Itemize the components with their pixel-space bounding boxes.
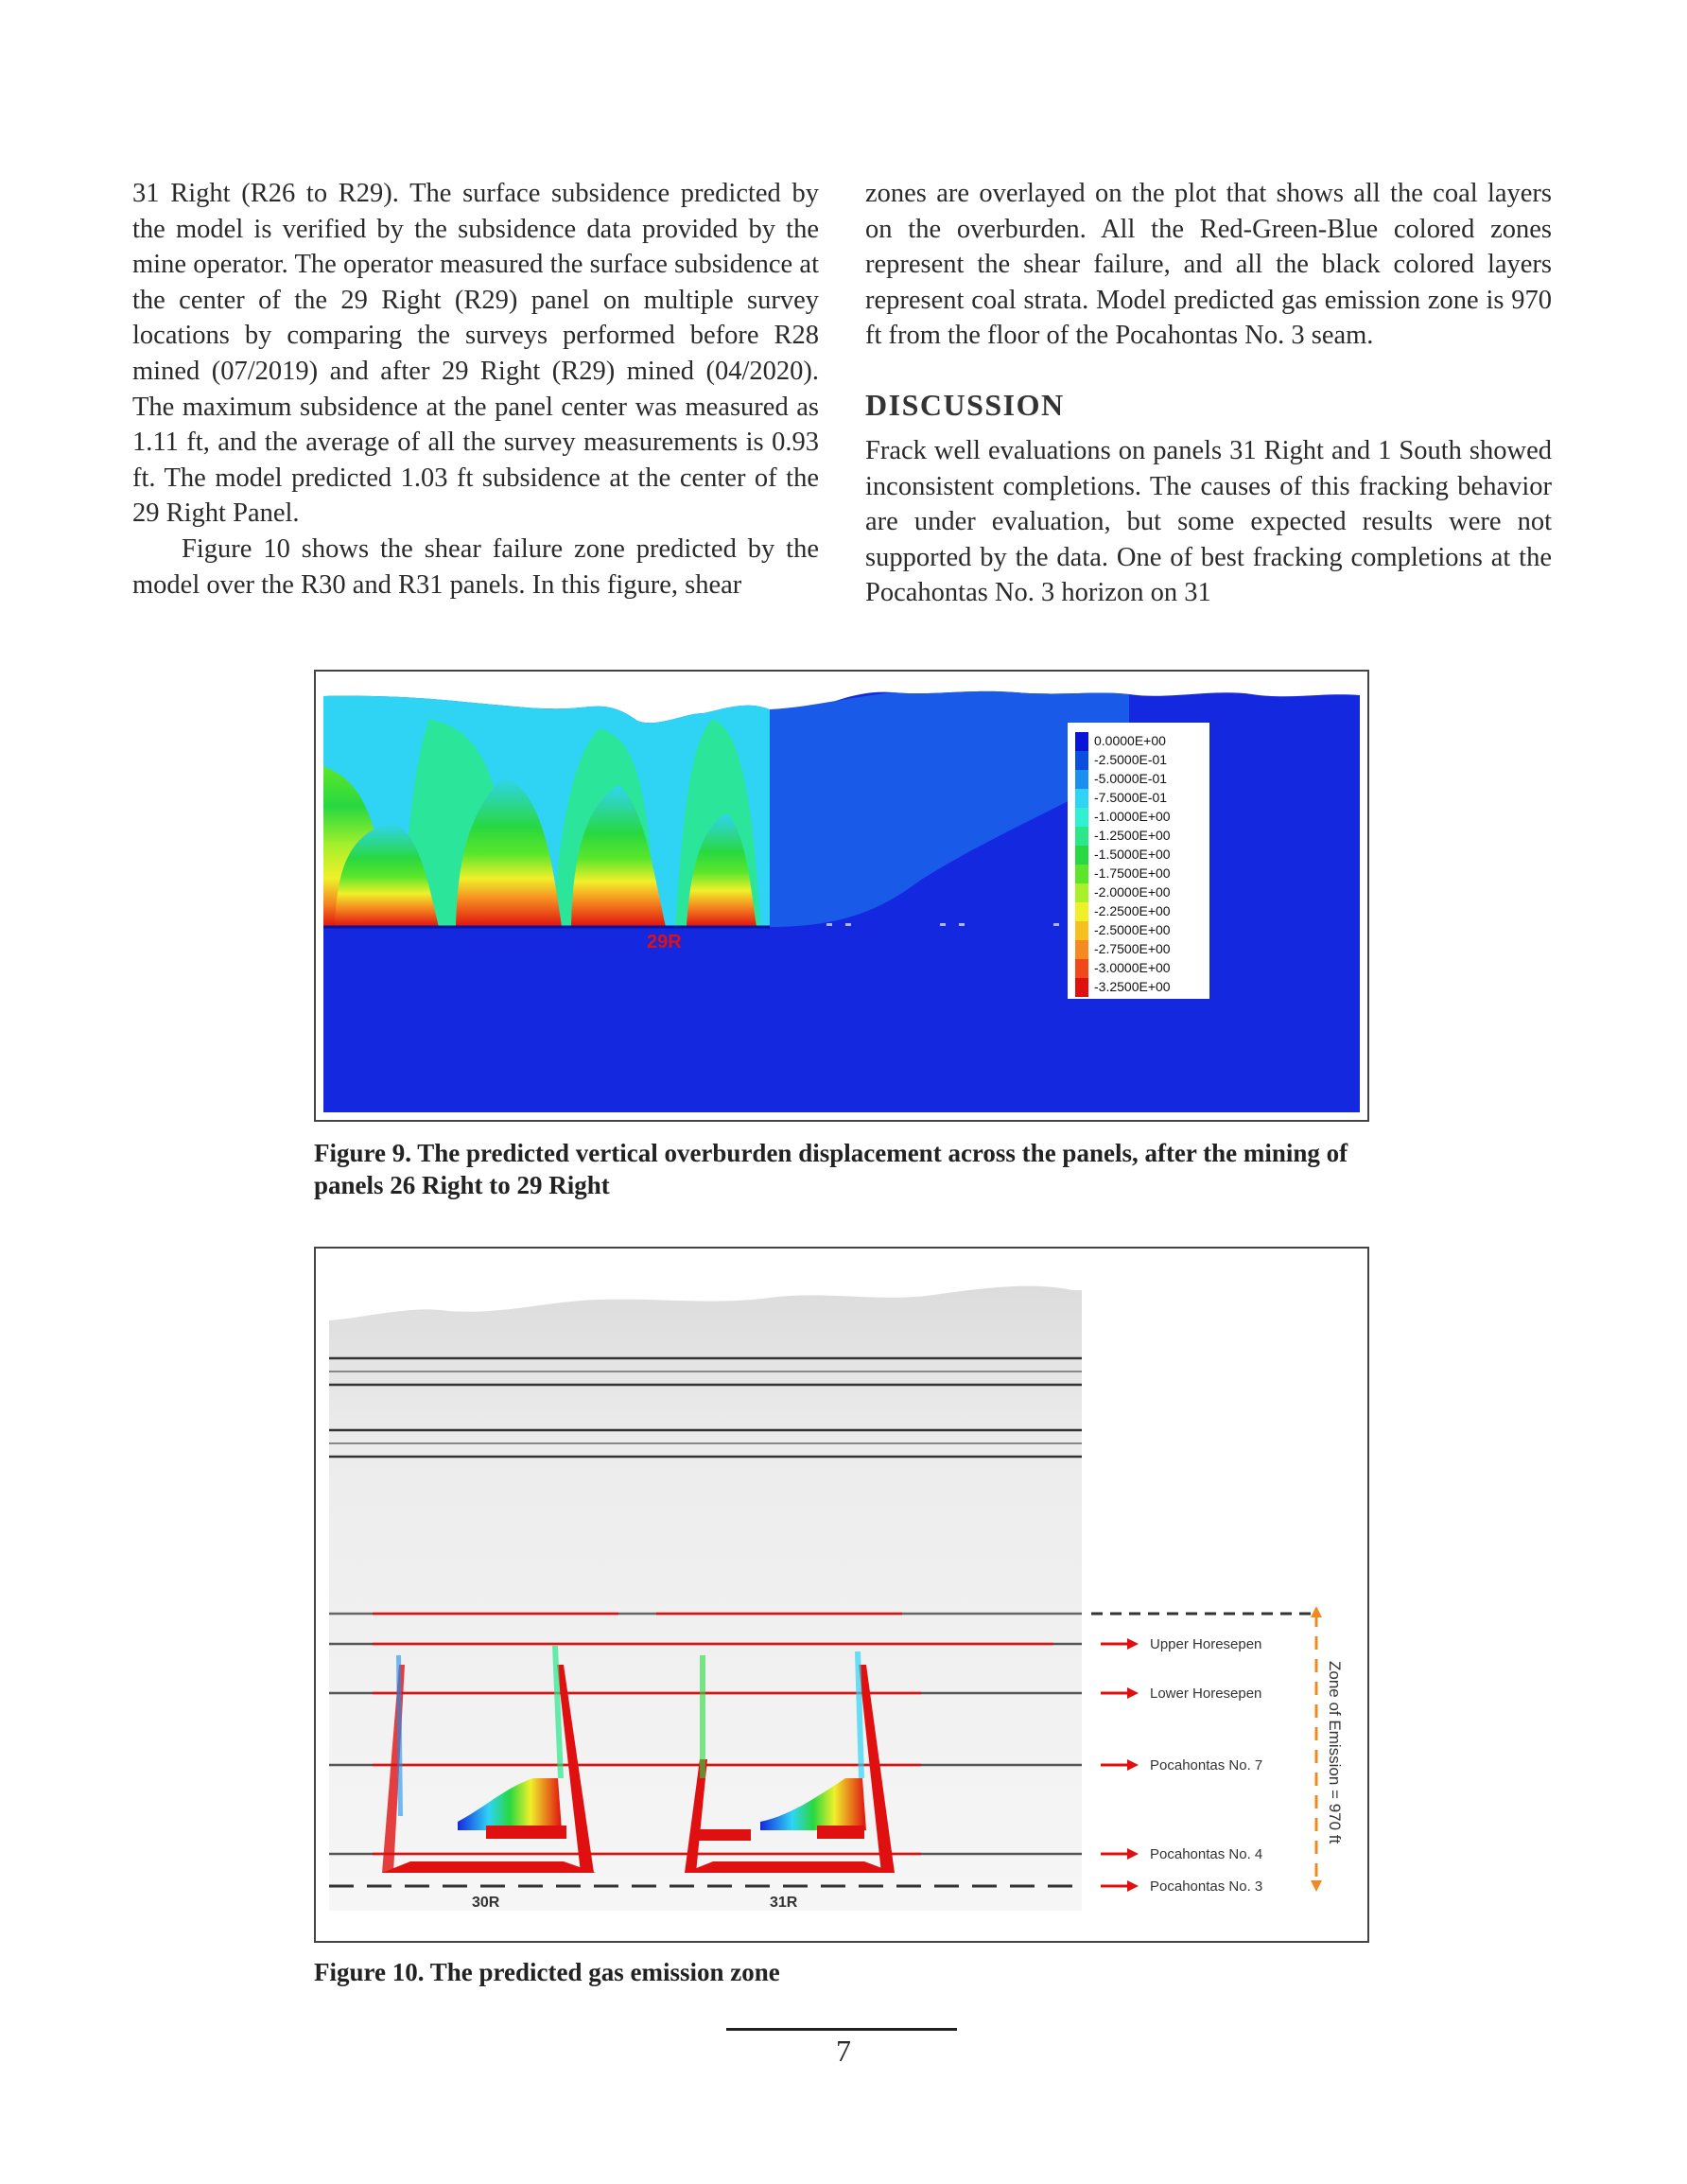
seam-label-group [1101, 1636, 1262, 1895]
legend-swatch [1075, 808, 1088, 827]
legend-swatch [1075, 770, 1088, 789]
seam-label: Pocahontas No. 7 [1150, 1757, 1263, 1773]
figure-10-caption: Figure 10. The predicted gas emission zone [314, 1958, 780, 1986]
legend-value: -1.2500E+00 [1094, 828, 1171, 843]
legend-value: -2.0000E+00 [1094, 884, 1171, 900]
legend-value: -5.0000E-01 [1094, 771, 1168, 786]
color-legend [1068, 723, 1209, 999]
legend-swatch [1075, 789, 1088, 808]
footer-rule [726, 2028, 957, 2031]
seam-label: Pocahontas No. 3 [1150, 1878, 1263, 1895]
left-text-column [132, 176, 819, 603]
zone-bottom-arrow-icon [1311, 1880, 1322, 1892]
arrow-right-icon [1127, 1759, 1139, 1771]
legend-swatch [1075, 883, 1088, 902]
figure-9-displacement-plot [314, 670, 1369, 1122]
seam-label: Lower Horesepen [1150, 1686, 1262, 1702]
legend-swatch [1075, 751, 1088, 770]
arrow-right-icon [1127, 1848, 1139, 1860]
page-number: 7 [836, 2034, 851, 2068]
legend-value: -1.0000E+00 [1094, 809, 1171, 824]
legend-value: 0.0000E+00 [1094, 733, 1166, 748]
legend-swatch [1075, 827, 1088, 846]
arrow-right-icon [1127, 1880, 1139, 1892]
legend-value: -7.5000E-01 [1094, 790, 1168, 805]
legend-swatch [1075, 959, 1088, 978]
legend-swatch [1075, 978, 1088, 997]
zone-of-emission-label: Zone of Emission = 970 ft [1326, 1661, 1344, 1844]
legend-swatch [1075, 921, 1088, 940]
panel-label-31r: 31R [770, 1895, 798, 1911]
legend-value: -3.2500E+00 [1094, 979, 1171, 994]
legend-value: -1.5000E+00 [1094, 847, 1171, 862]
figure-10-graphic [316, 1249, 1367, 1941]
panel-label-29r: 29R [647, 932, 682, 952]
legend-swatch [1075, 846, 1088, 865]
right-text-column [865, 176, 1552, 611]
seam-label: Pocahontas No. 4 [1150, 1846, 1263, 1862]
legend-value: -2.5000E-01 [1094, 752, 1168, 767]
figure-10-emission-zone [314, 1247, 1369, 1943]
legend-value: -1.7500E+00 [1094, 865, 1171, 881]
discussion-heading: DISCUSSION [865, 387, 1065, 422]
arrow-right-icon [1127, 1687, 1139, 1699]
right-paragraph-1: zones are overlayed on the plot that shows all the coal layers on the overburden. All the Red-Green-Blue colored zones represent the shear failure, and all the black colored layers represent coal strata. Model predicted gas emission zone is 970 ft from the floor of the Pocahontas No. 3 seam. [865, 179, 1552, 351]
legend-swatch [1075, 732, 1088, 751]
figure-9-graphic [316, 672, 1367, 1120]
legend-value: -2.5000E+00 [1094, 922, 1171, 937]
seam-label: Upper Horesepen [1150, 1636, 1262, 1652]
panel-label-30r: 30R [472, 1895, 500, 1911]
zone-top-arrow-icon [1311, 1606, 1322, 1617]
right-paragraph-2: Frack well evaluations on panels 31 Right and 1 South showed inconsistent completions. The causes of this fracking behavior are under evaluation, but some expected results were not supported by the data. One of best fracking completions at the Pocahontas No. 3 horizon on 31 [865, 435, 1552, 608]
legend-swatch [1075, 902, 1088, 921]
legend-swatch [1075, 940, 1088, 959]
legend-value: -2.7500E+00 [1094, 941, 1171, 956]
left-paragraph-1: 31 Right (R26 to R29). The surface subsidence predicted by the model is verified by the subsidence data provided by the mine operator. The operator measured the surface subsidence at the center of the 29 Right (R29) panel on multiple survey locations by comparing the surveys performed before R28 mined (07/2019) and after 29 Right (R29) mined (04/2020). The maximum subsidence at the panel center was measured as 1.11 ft, and the average of all the survey measurements is 0.93 ft. The model predicted 1.03 ft subsidence at the center of the 29 Right Panel. [132, 179, 819, 529]
arrow-right-icon [1127, 1638, 1139, 1650]
figure-9-caption: Figure 9. The predicted vertical overburden displacement across the panels, after the mining of panels 26 Right to 29 Right [314, 1139, 1348, 1199]
legend-swatch [1075, 865, 1088, 883]
legend-value: -3.0000E+00 [1094, 960, 1171, 975]
legend-value: -2.2500E+00 [1094, 903, 1171, 918]
left-paragraph-2: Figure 10 shows the shear failure zone predicted by the model over the R30 and R31 panels. In this figure, shear [132, 533, 819, 600]
